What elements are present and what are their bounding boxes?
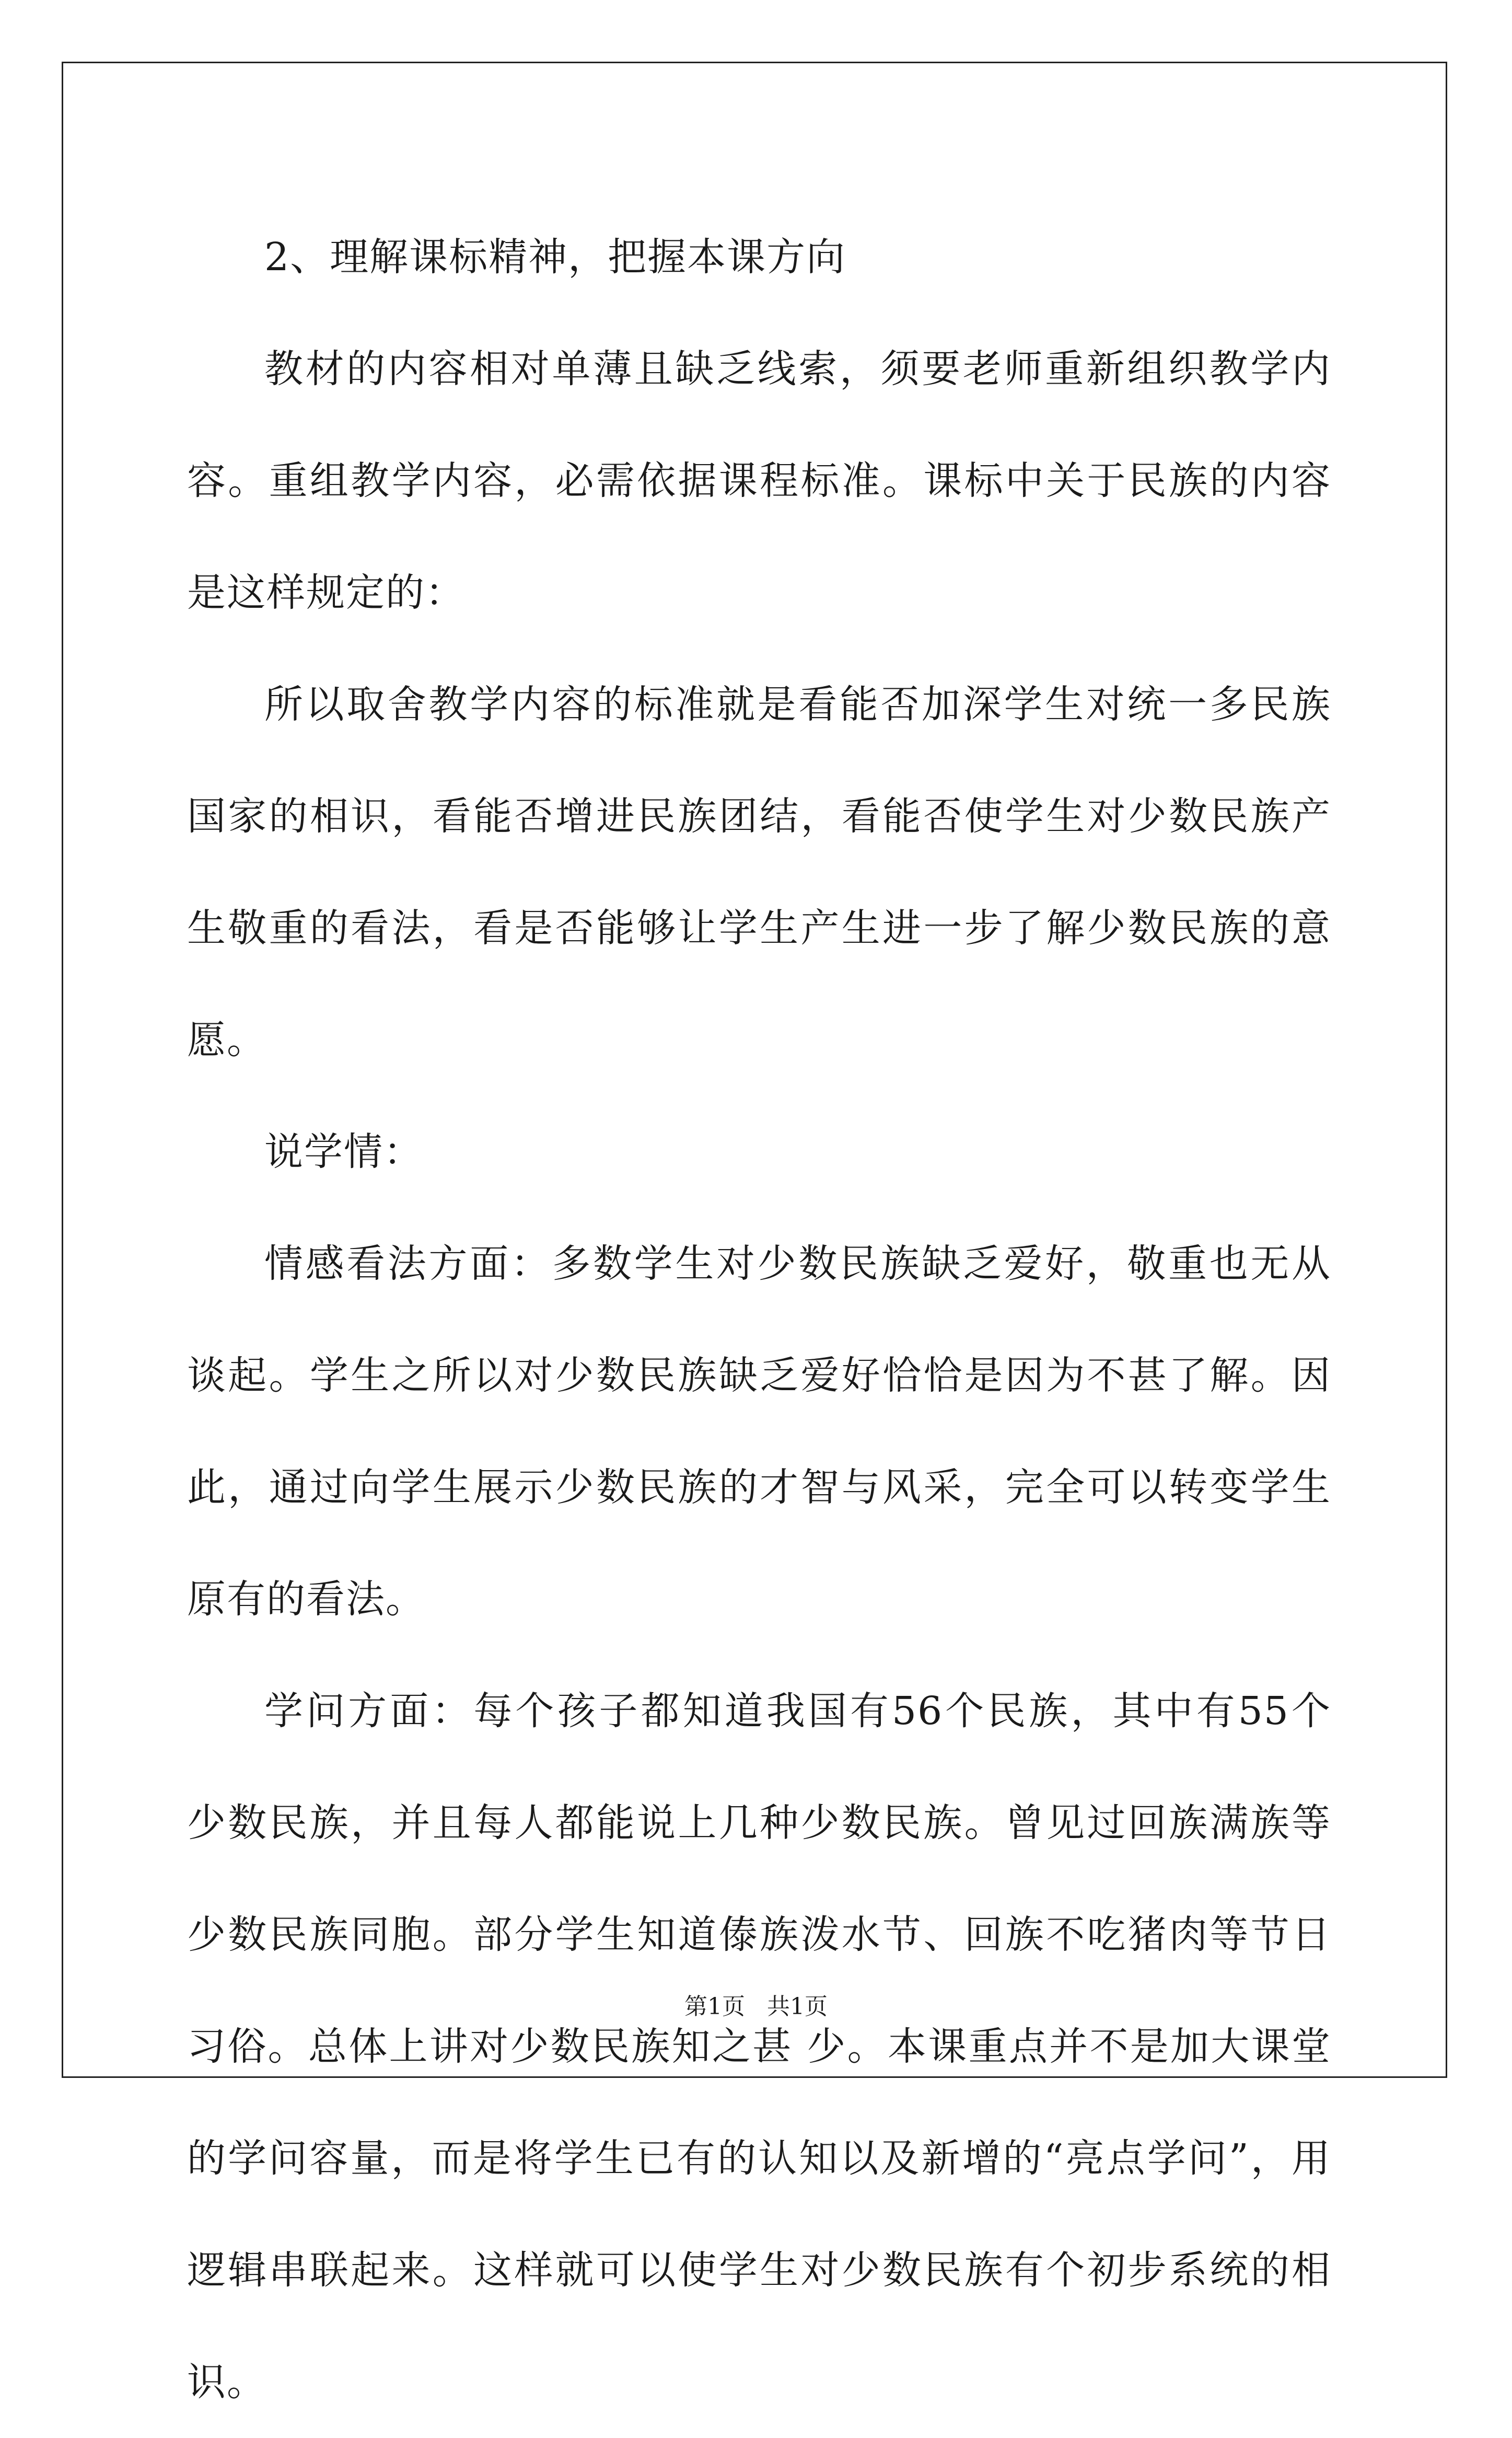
paragraph: 学问方面：每个孩子都知道我国有56个民族，其中有55个 少数民族，并且每人都能说上几种少数民族。曾见过回族满族等少数民族同胞。部分学生知道傣族泼水节、回族不吃猪肉等节日习俗。总体上讲对少数民族知之甚 少。本课重点并不是加大课堂的学问容量，而是将学生已有的认知以及新增的“亮点学问”，用逻辑串联起来。这样就可以使学生对少数民族有个初步系统的相识。 — [187, 1689, 1331, 2405]
document-body — [187, 201, 1331, 2438]
paragraph: 教材的内容相对单薄且缺乏线索，须要老师重新组织教学内容。重组教学内容，必需依据课程标准。课标中关于民族的内容是这样规定的： — [187, 346, 1331, 615]
paragraph: 情感看法方面：多数学生对少数民族缺乏爱好，敬重也无从谈起。学生之所以对少数民族缺乏爱好恰恰是因为不甚了解。因此，通过向学生展示少数民族的才智与风采，完全可以转变学生原有的看法。 — [187, 1241, 1331, 1622]
paragraph: 所以取舍教学内容的标准就是看能否加深学生对统一多民族国家的相识，看能否增进民族团结，看能否使学生对少数民族产生敬重的看法，看是否能够让学生产生进一步了解少数民族的意愿。 — [187, 682, 1331, 1062]
page-total: 共1页 — [767, 1993, 828, 2020]
page-footer — [0, 1991, 1512, 2023]
page-number: 第1页 — [684, 1993, 745, 2020]
section-heading: 2、理解课标精神，把握本课方向 — [264, 235, 846, 280]
paragraph-heading: 说学情： — [264, 1129, 423, 1174]
